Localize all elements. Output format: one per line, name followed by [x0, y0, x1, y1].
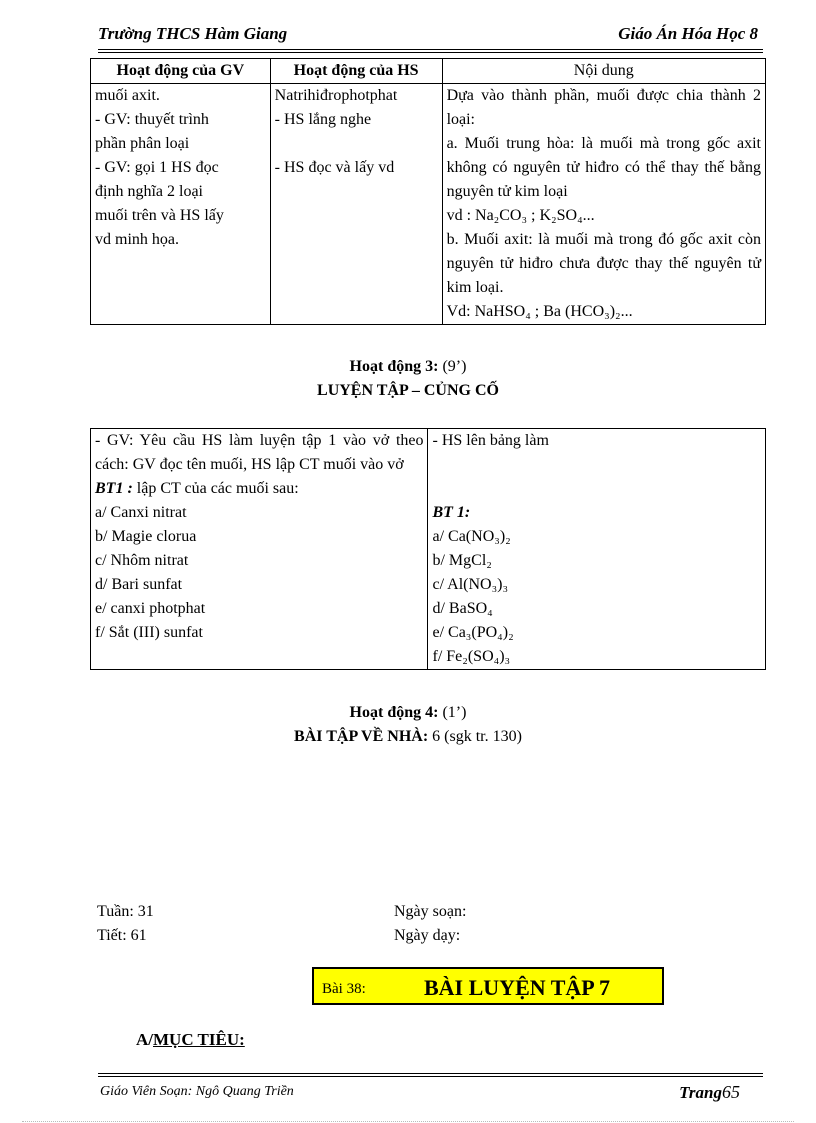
answer-intro: - HS lên bảng làm: [432, 432, 549, 449]
lesson-title-box: [312, 967, 664, 1005]
page-number: 65: [722, 1082, 740, 1102]
salt-name: d/ Bari sunfat: [95, 576, 183, 593]
activity3-subtitle: LUYỆN TẬP – CỦNG CỐ: [317, 382, 499, 399]
content-b: b. Muối axit: là muối mà trong đó gốc axit còn nguyên tử hiđro chưa được thay thế nguyên tử kim loại.: [446, 231, 761, 296]
activity-table: [90, 58, 766, 325]
page-footer: [100, 1082, 740, 1106]
lesson-number: Bài 38:: [322, 981, 366, 997]
objectives-label: MỤC TIÊU:: [153, 1030, 245, 1049]
exercise-bt-label: BT1 :: [95, 480, 133, 497]
period-label: Tiết: 61: [97, 927, 147, 944]
hs-cell: [270, 84, 442, 325]
spacer: [432, 453, 761, 501]
gv-cell: [91, 84, 271, 325]
exercise-intro: - GV: Yêu cầu HS làm luyện tập 1 vào vở theo cách: GV đọc tên muối, HS lập CT muối vào vở: [95, 432, 424, 473]
footer-rule-bottom: [98, 1076, 763, 1077]
page-edge-dots: [22, 1121, 794, 1122]
homework-label: BÀI TẬP VỀ NHÀ:: [294, 728, 429, 745]
table-row: [91, 429, 766, 670]
hs-line: [275, 132, 438, 156]
salt-name: f/ Sắt (III) sunfat: [95, 624, 203, 641]
content-b-example: Vd: NaHSO₄ ; Ba (HCO₃)₂...: [446, 303, 633, 320]
gv-line: - GV: gọi 1 HS đọc: [95, 159, 219, 176]
salt-formula: e/ Ca₃(PO₄)₂: [432, 624, 514, 641]
salt-formula: d/ BaSO₄: [432, 600, 493, 617]
exercise-task: [95, 477, 423, 501]
gv-line: muối trên và HS lấy: [95, 207, 224, 224]
objectives-prefix: A/: [136, 1030, 153, 1049]
activity3-time: (9’): [442, 358, 467, 375]
answer-bt-label: BT 1:: [432, 504, 471, 521]
lesson-title: BÀI LUYỆN TẬP 7: [424, 975, 611, 1000]
exercise-table: [90, 428, 766, 670]
activity4-heading: [0, 702, 816, 724]
gv-line: - GV: thuyết trình: [95, 111, 209, 128]
salt-formula: b/ MgCl₂: [432, 552, 492, 569]
header-rule-bottom: [98, 52, 763, 53]
gv-line: định nghĩa 2 loại: [95, 183, 203, 200]
exercise-right-cell: [428, 429, 766, 670]
table-header-row: [91, 59, 766, 84]
content-a-example: vd : Na₂CO₃ ; K₂SO₄...: [446, 207, 595, 224]
week-label: Tuần: 31: [97, 903, 154, 920]
activity3-title: Hoạt động 3:: [349, 358, 439, 375]
page-indicator: [679, 1082, 740, 1103]
col-gv-header: Hoạt động của GV: [91, 59, 271, 84]
col-hs-header: Hoạt động của HS: [270, 59, 442, 84]
page-header: [98, 22, 758, 48]
exercise-bt-text: lập CT của các muối sau:: [132, 480, 299, 497]
content-a: a. Muối trung hòa: là muối mà trong gốc axit không có nguyên tử hiđro có thể thay thế bằng nguyên tử kim loại: [446, 135, 761, 200]
content-intro: Dựa vào thành phần, muối được chia thành 2 loại:: [446, 87, 761, 128]
activity4-title: Hoạt động 4:: [349, 704, 439, 721]
footer-rule-top: [98, 1073, 763, 1074]
col-content-header: Nội dung: [442, 59, 765, 84]
gv-line: vd minh họa.: [95, 231, 179, 248]
teach-date-label: Ngày dạy:: [394, 927, 461, 944]
homework-text: 6 (sgk tr. 130): [432, 728, 522, 745]
salt-name: a/ Canxi nitrat: [95, 504, 187, 521]
salt-name: b/ Magie clorua: [95, 528, 197, 545]
table-row: [91, 84, 766, 325]
homework-line: [0, 726, 816, 748]
salt-formula: f/ Fe₂(SO₄)₃: [432, 648, 511, 665]
salt-name: c/ Nhôm nitrat: [95, 552, 189, 569]
gv-line: muối axit.: [95, 87, 160, 104]
hs-line: - HS đọc và lấy vd: [274, 159, 395, 176]
hs-line: - HS lắng nghe: [274, 111, 372, 128]
salt-formula: c/ Al(NO₃)₃: [432, 576, 509, 593]
gv-line: phần phân loại: [95, 135, 190, 152]
content-cell: [442, 84, 765, 325]
header-rule-top: [98, 49, 763, 50]
hs-line: Natrihiđrophotphat: [274, 87, 398, 104]
objectives-heading: [136, 1030, 245, 1050]
exercise-left-cell: [91, 429, 428, 670]
teacher-name: Giáo Viên Soạn: Ngô Quang Triền: [100, 1084, 294, 1099]
page-label: Trang: [679, 1083, 722, 1102]
prep-date-label: Ngày soạn:: [394, 903, 467, 920]
subject-name: Giáo Án Hóa Học 8: [618, 24, 758, 43]
salt-name: e/ canxi photphat: [95, 600, 206, 617]
school-name: Trường THCS Hàm Giang: [98, 24, 288, 43]
activity4-time: (1’): [442, 704, 467, 721]
salt-formula: a/ Ca(NO₃)₂: [432, 528, 511, 545]
activity3-heading: [0, 356, 816, 378]
